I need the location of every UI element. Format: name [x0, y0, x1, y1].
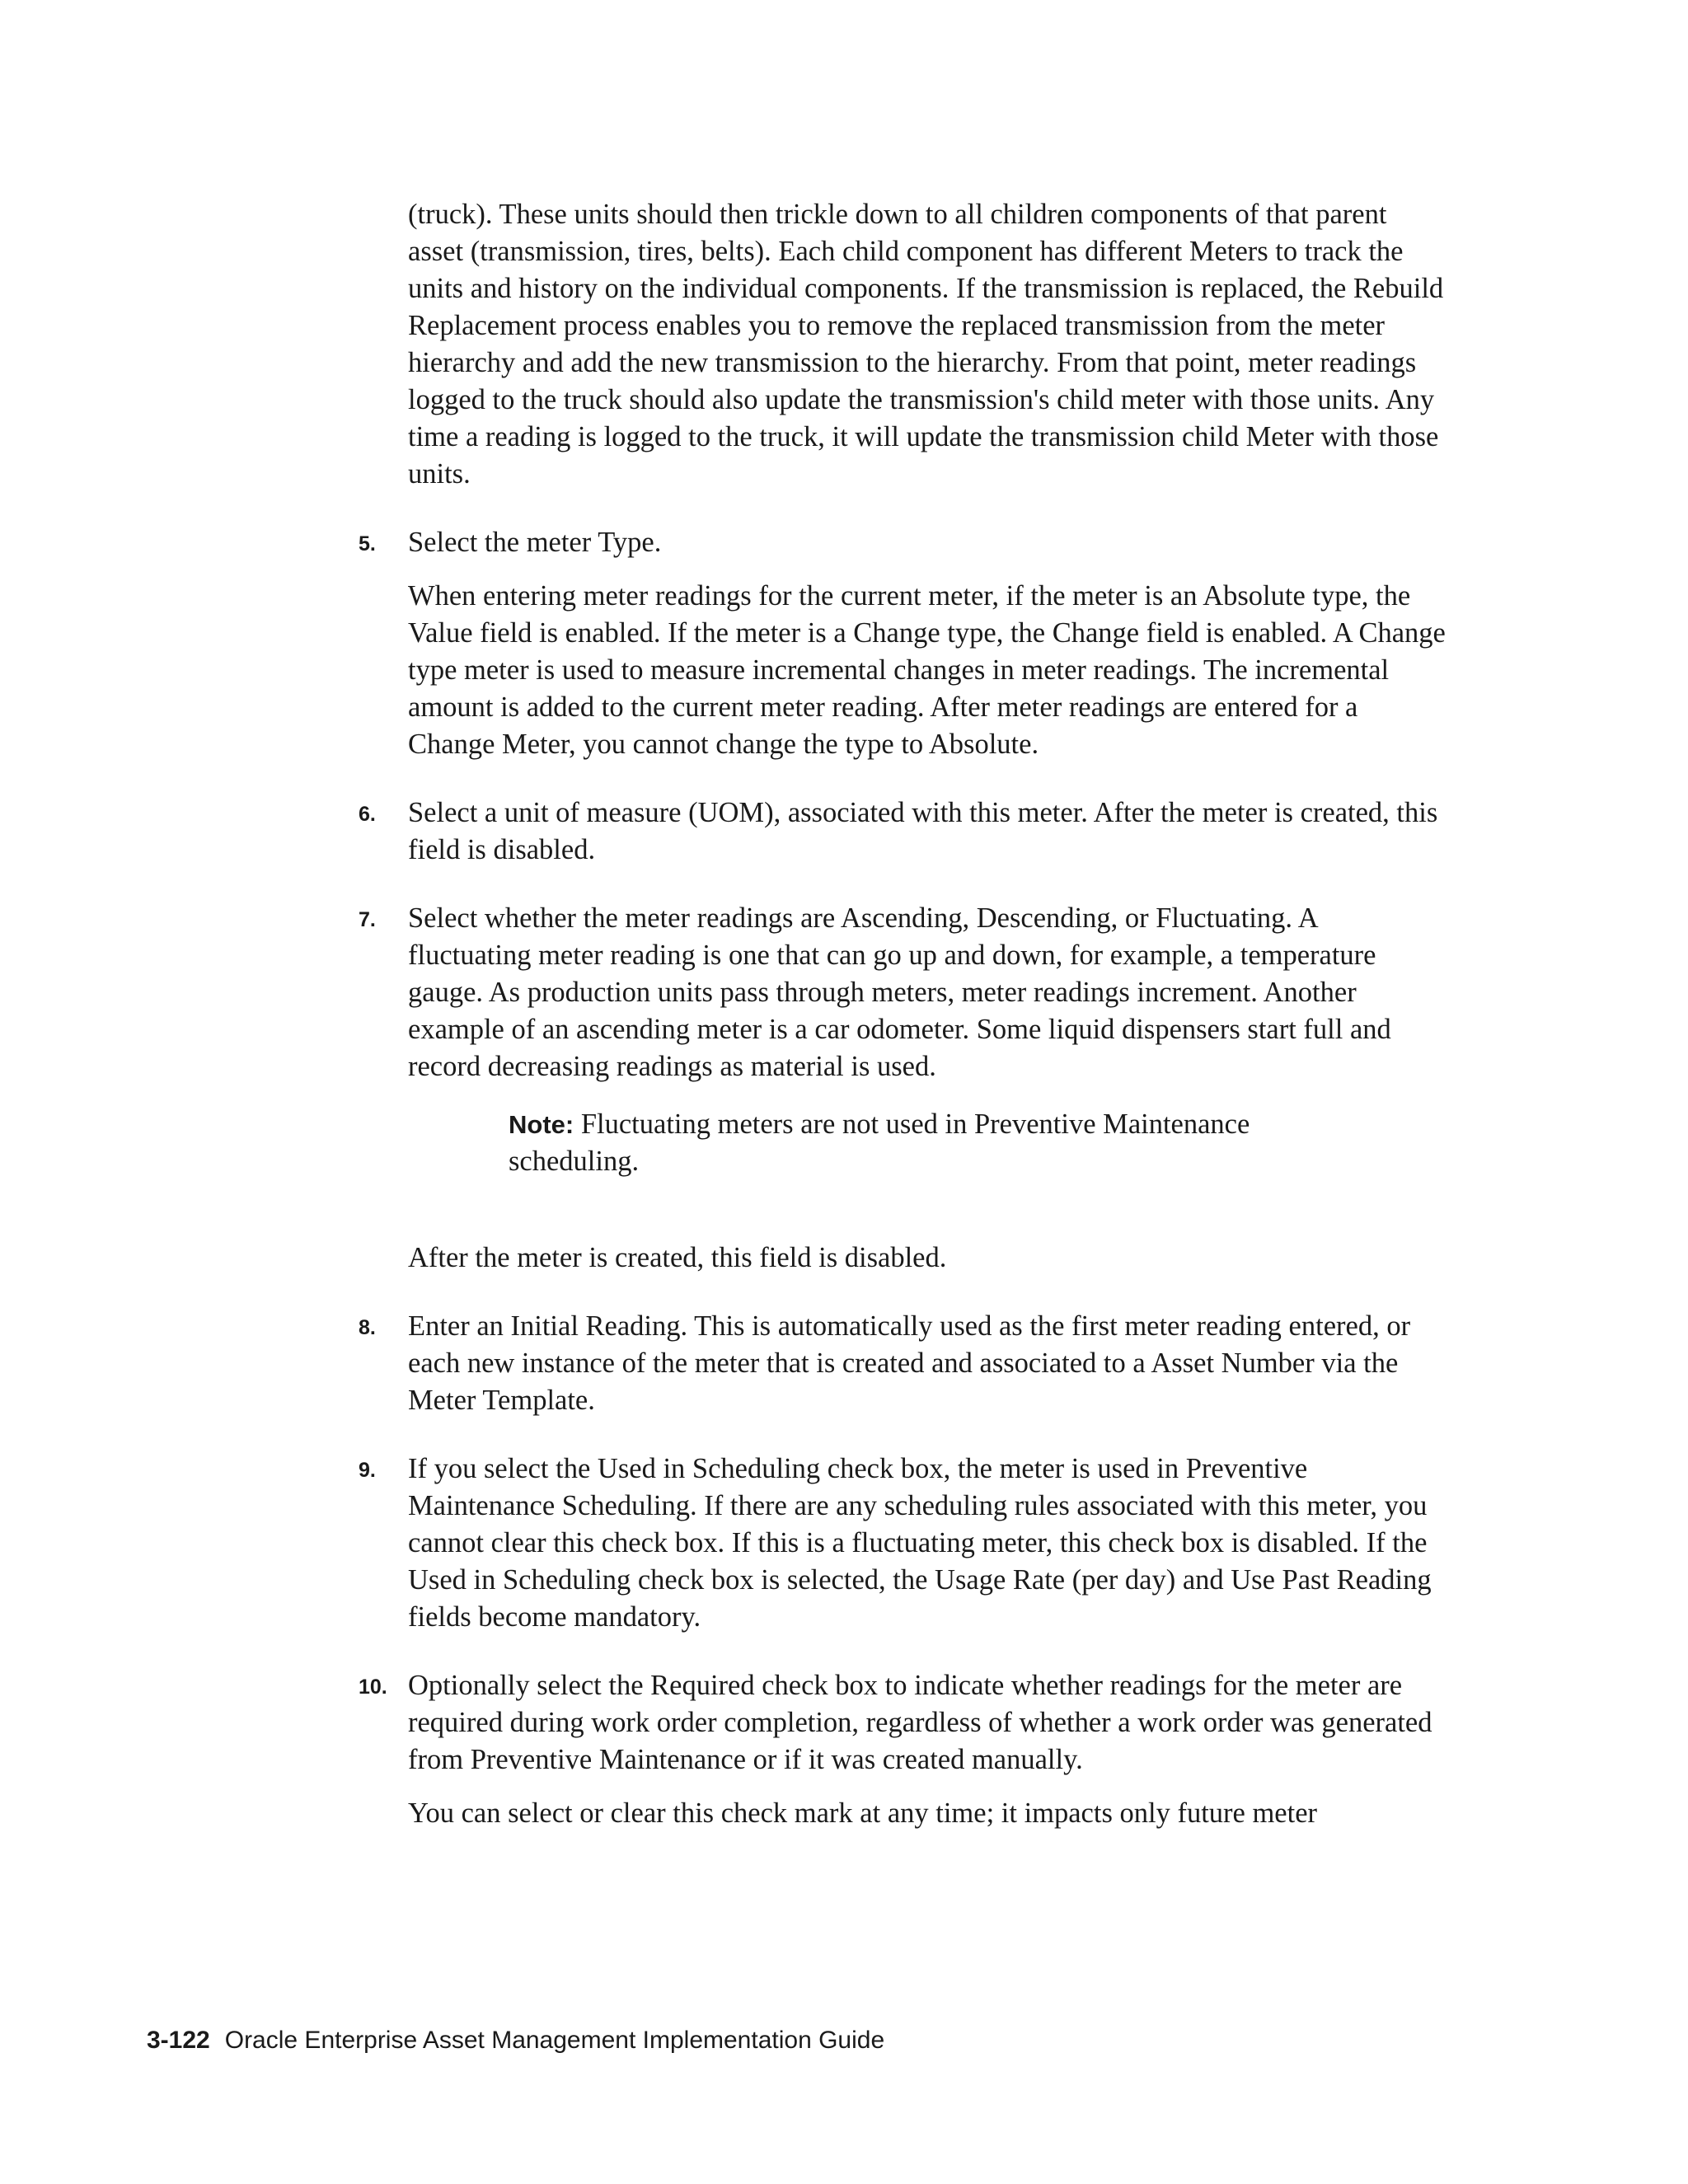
step-number: 5.	[359, 532, 376, 555]
step-text: Enter an Initial Reading. This is automatically used as the first meter reading entered, or each new instance of the meter that is created and associated to a Asset Number via the Meter Template.	[408, 1310, 1411, 1416]
note-label: Note:	[509, 1110, 574, 1139]
step-6	[359, 794, 1447, 869]
page-body	[359, 196, 1447, 1863]
step-10	[359, 1667, 1447, 1832]
step-9	[359, 1451, 1447, 1636]
guide-title: Oracle Enterprise Asset Management Implementation Guide	[224, 2027, 885, 2054]
step-7	[359, 900, 1447, 1277]
note-text: Fluctuating meters are not used in Preventive Maintenance scheduling.	[509, 1108, 1250, 1177]
step-number: 8.	[359, 1316, 376, 1339]
step-5	[359, 524, 1447, 763]
step-number: 6.	[359, 803, 376, 826]
page-number: 3-122	[147, 2027, 210, 2054]
step-text: If you select the Used in Scheduling check box, the meter is used in Preventive Maintenance Scheduling. If there are any scheduling rules associated with this meter, you cannot clear this check box. If this is a fluctuating meter, this check box is disabled. If the Used in Scheduling check box is selected, the Usage Rate (per day) and Use Past Reading fields become mandatory.	[408, 1453, 1432, 1633]
step-detail: When entering meter readings for the current meter, if the meter is an Absolute type, the Value field is enabled. If the meter is a Change type, the Change field is enabled. A Change type meter is used to measure incremental changes in meter readings. The incremental amount is added to the current meter reading. After meter readings are entered for a Change Meter, you cannot change the type to Absolute.	[408, 580, 1446, 760]
step-8	[359, 1308, 1447, 1419]
step-number: 7.	[359, 908, 376, 931]
step-detail: You can select or clear this check mark at any time; it impacts only future meter	[408, 1797, 1318, 1829]
intro-paragraph: (truck). These units should then trickle down to all children components of that parent asset (transmission, tires, belts). Each child component has different Meters to track the units and history on the individual components. If the transmission is replaced, the Rebuild Replacement process enables you to remove the replaced transmission from the meter hierarchy and add the new transmission to the hierarchy. From that point, meter readings logged to the truck should also update the transmission's child meter with those units. Any time a reading is logged to the truck, it will update the transmission child Meter with those units.	[408, 199, 1444, 490]
step-text: Select the meter Type.	[408, 527, 662, 558]
step-followup: After the meter is created, this field is disabled.	[408, 1242, 947, 1273]
step-text: Select whether the meter readings are Ascending, Descending, or Fluctuating. A fluctuating meter reading is one that can go up and down, for example, a temperature gauge. As production units pass through meters, meter readings increment. Another example of an ascending meter is a car odometer. Some liquid dispensers start full and record decreasing readings as material is used.	[408, 902, 1391, 1082]
step-number: 10.	[359, 1675, 387, 1699]
step-text: Select a unit of measure (UOM), associated with this meter. After the meter is created, this field is disabled.	[408, 797, 1438, 865]
note-block	[509, 1106, 1333, 1180]
step-number: 9.	[359, 1459, 376, 1482]
step-text: Optionally select the Required check box to indicate whether readings for the meter are required during work order completion, regardless of whether a work order was generated from Preventive Maintenance or if it was created manually.	[408, 1670, 1432, 1775]
page-footer	[147, 2024, 884, 2057]
